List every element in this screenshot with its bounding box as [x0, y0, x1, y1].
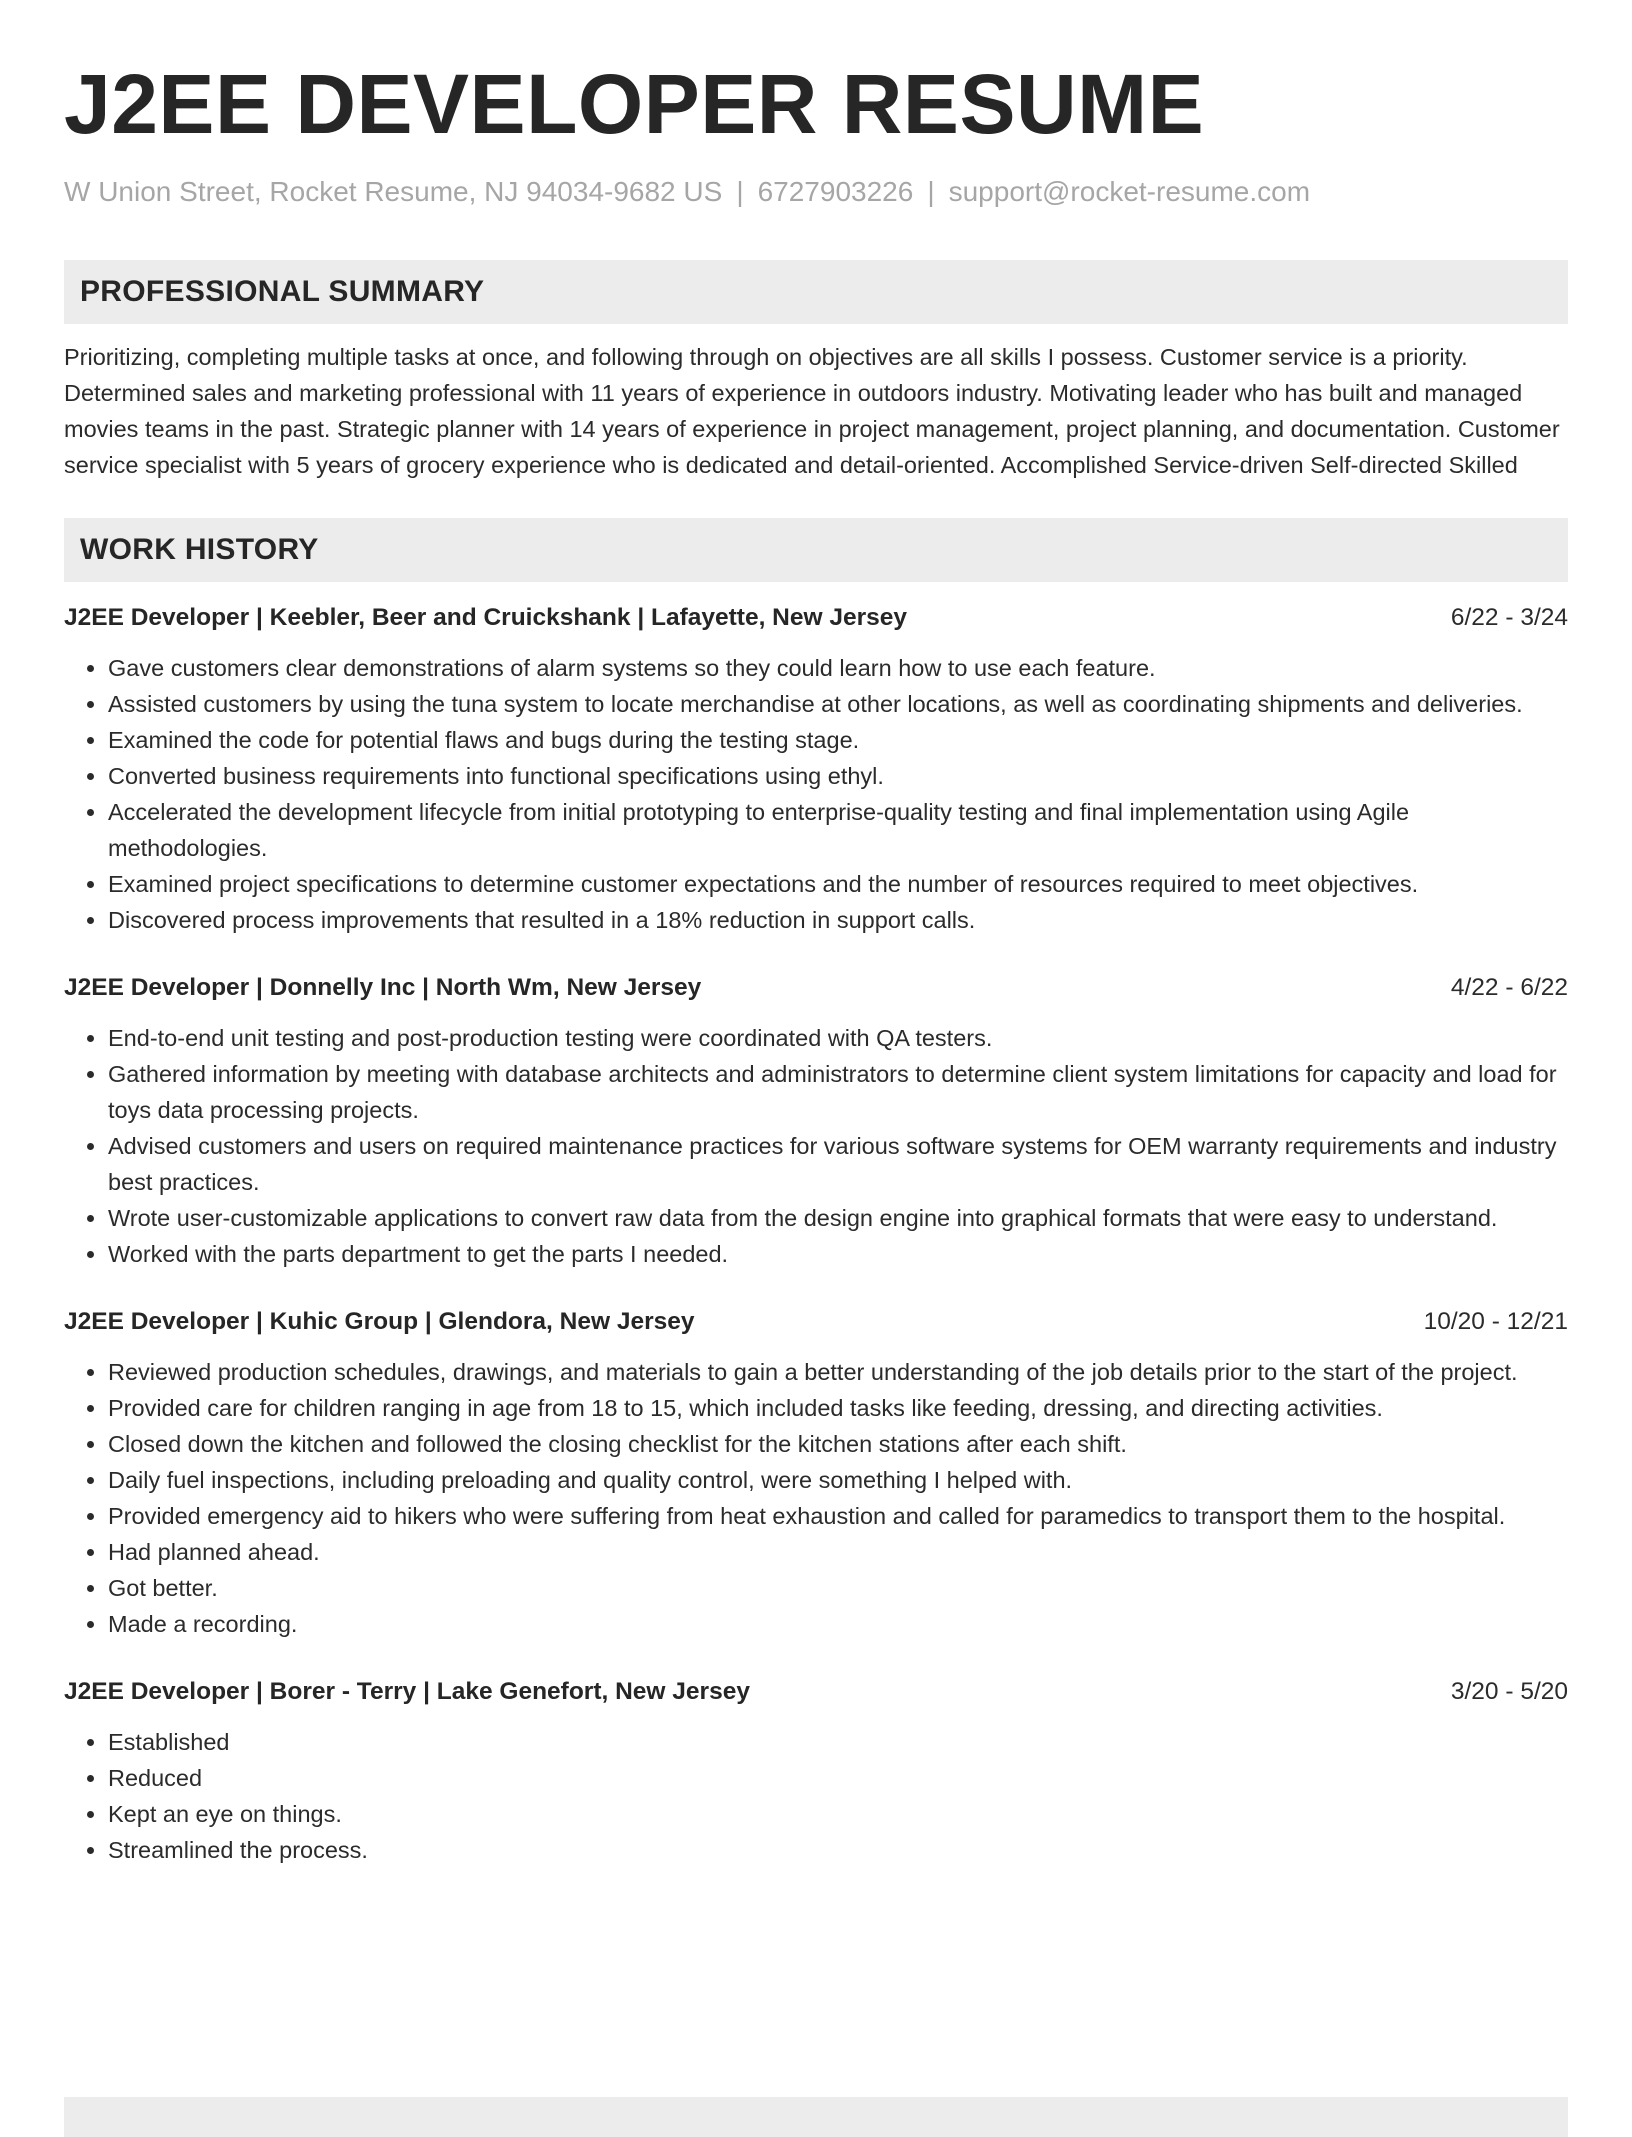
job-header	[64, 970, 1568, 1006]
job-bullet: • Assisted customers by using the tuna system to locate merchandise at other locations, as well as coordinating shipments and deliveries.	[108, 686, 1568, 722]
contact-separator: |	[736, 176, 744, 207]
job-bullet: • Established	[108, 1724, 1568, 1760]
professional-summary-text: Prioritizing, completing multiple tasks at once, and following through on objectives are all skills I possess. Customer service is a priority. Determined sales and marketing professional with 11 years of experience in outdoors industry. Motivating leader who has built and managed movies teams in the past. Strategic planner with 14 years of experience in project management, project planning, and documentation. Customer service specialist with 5 years of grocery experience who is dedicated and detail-oriented. Accomplished Service-driven Self-directed Skilled	[64, 344, 1560, 478]
job-bullet: • Accelerated the development lifecycle from initial prototyping to enterprise-quality testing and final implementation using Agile methodologies.	[108, 794, 1568, 866]
contact-email: support@rocket-resume.com	[948, 176, 1311, 207]
professional-summary-heading: PROFESSIONAL SUMMARY	[64, 260, 1568, 324]
resume-title: J2EE DEVELOPER RESUME	[64, 57, 1205, 151]
job-entry	[64, 970, 1568, 1272]
job-entry	[64, 600, 1568, 938]
job-bullet: • Converted business requirements into functional specifications using ethyl.	[108, 758, 1568, 794]
job-title: J2EE Developer | Kuhic Group | Glendora, New Jersey	[64, 1308, 695, 1335]
job-header	[64, 1304, 1568, 1340]
resume-page	[64, 0, 1568, 1868]
job-bullet: • Made a recording.	[108, 1606, 1568, 1642]
job-bullet: • Reviewed production schedules, drawings, and materials to gain a better understanding of the job details prior to the start of the project.	[108, 1354, 1568, 1390]
next-section-header-band	[64, 2097, 1568, 2137]
job-bullet-list	[64, 1020, 1568, 1272]
job-bullet: • Closed down the kitchen and followed the closing checklist for the kitchen stations after each shift.	[108, 1426, 1568, 1462]
job-entry	[64, 1674, 1568, 1868]
job-bullet: • Provided emergency aid to hikers who were suffering from heat exhaustion and called for paramedics to transport them to the hospital.	[108, 1498, 1568, 1534]
job-bullet: • End-to-end unit testing and post-production testing were coordinated with QA testers.	[108, 1020, 1568, 1056]
job-bullet: • Worked with the parts department to get the parts I needed.	[108, 1236, 1568, 1272]
job-entry	[64, 1304, 1568, 1642]
job-bullet: • Daily fuel inspections, including preloading and quality control, were something I helped with.	[108, 1462, 1568, 1498]
work-history-heading: WORK HISTORY	[64, 518, 1568, 582]
job-bullet: • Examined the code for potential flaws and bugs during the testing stage.	[108, 722, 1568, 758]
job-bullet: • Examined project specifications to determine customer expectations and the number of resources required to meet objectives.	[108, 866, 1568, 902]
job-bullet-list	[64, 650, 1568, 938]
job-bullet: • Had planned ahead.	[108, 1534, 1568, 1570]
job-bullet: • Streamlined the process.	[108, 1832, 1568, 1868]
job-dates: 4/22 - 6/22	[1450, 974, 1568, 1001]
job-title: J2EE Developer | Keebler, Beer and Cruickshank | Lafayette, New Jersey	[64, 604, 908, 631]
job-bullet: • Provided care for children ranging in age from 18 to 15, which included tasks like feeding, dressing, and directing activities.	[108, 1390, 1568, 1426]
job-dates: 6/22 - 3/24	[1450, 604, 1568, 631]
job-dates: 10/20 - 12/21	[1423, 1308, 1568, 1335]
job-bullet-list	[64, 1724, 1568, 1868]
contact-phone: 6727903226	[757, 176, 914, 207]
job-dates: 3/20 - 5/20	[1450, 1678, 1568, 1705]
contact-separator: |	[927, 176, 935, 207]
job-title: J2EE Developer | Borer - Terry | Lake Genefort, New Jersey	[64, 1678, 750, 1705]
job-bullet: • Gave customers clear demonstrations of alarm systems so they could learn how to use each feature.	[108, 650, 1568, 686]
job-bullet: • Got better.	[108, 1570, 1568, 1606]
job-bullet: • Advised customers and users on required maintenance practices for various software systems for OEM warranty requirements and industry best practices.	[108, 1128, 1568, 1200]
job-bullet: • Wrote user-customizable applications to convert raw data from the design engine into graphical formats that were easy to understand.	[108, 1200, 1568, 1236]
job-bullet: • Gathered information by meeting with database architects and administrators to determine client system limitations for capacity and load for toys data processing projects.	[108, 1056, 1568, 1128]
job-header	[64, 1674, 1568, 1710]
job-bullet: • Reduced	[108, 1760, 1568, 1796]
job-header	[64, 600, 1568, 636]
job-title: J2EE Developer | Donnelly Inc | North Wm, New Jersey	[64, 974, 702, 1001]
job-bullet-list	[64, 1354, 1568, 1642]
job-bullet: • Kept an eye on things.	[108, 1796, 1568, 1832]
job-bullet: • Discovered process improvements that resulted in a 18% reduction in support calls.	[108, 902, 1568, 938]
contact-line	[64, 174, 1568, 210]
contact-address: W Union Street, Rocket Resume, NJ 94034-9682 US	[64, 176, 723, 207]
